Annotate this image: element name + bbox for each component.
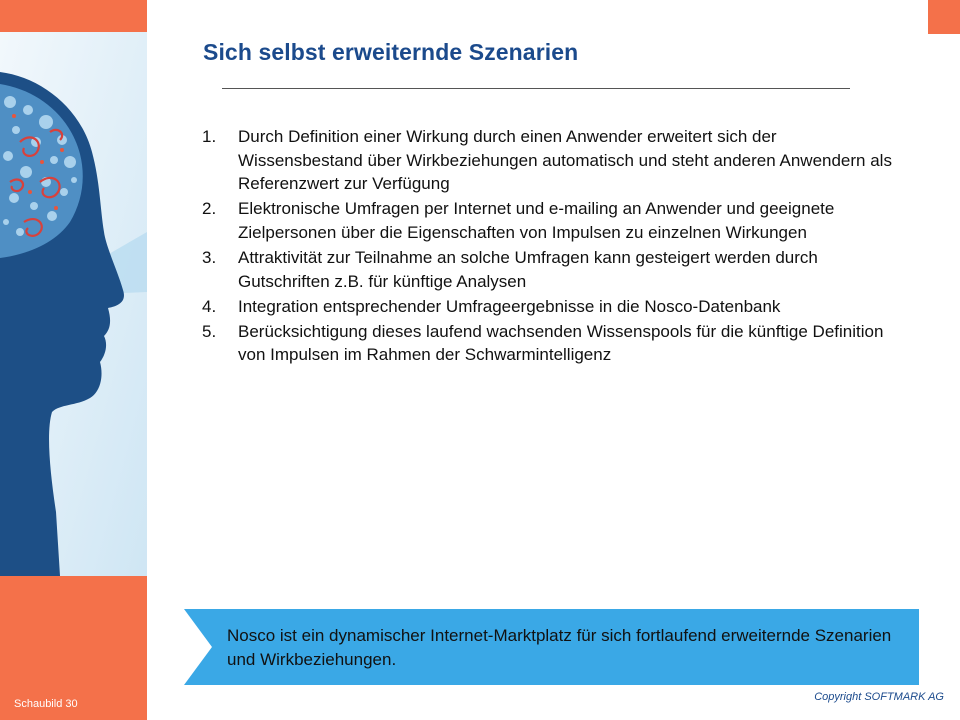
list-item (202, 125, 902, 196)
chevron-right-icon (184, 609, 212, 685)
list-number: 2. (202, 199, 217, 219)
slide-number: Schaubild 30 (14, 698, 78, 710)
numbered-list (202, 125, 902, 368)
list-text: Elektronische Umfragen per Internet und e-mailing an Anwender und geeignete Zielpersonen über die Eigenschaften von Impulsen zu einzelnen Wirkungen (238, 199, 835, 242)
title-divider (222, 88, 850, 89)
list-text: Integration entsprechender Umfrageergebnisse in die Nosco-Datenbank (238, 296, 781, 316)
list-item (202, 320, 902, 367)
list-number: 1. (202, 127, 217, 146)
list-number: 4. (202, 296, 217, 316)
list-item (202, 246, 902, 293)
callout-text: Nosco ist ein dynamischer Internet-Marktplatz für sich fortlaufend erweiternde Szenarien und Wirkbeziehungen. (227, 626, 892, 669)
list-text: Durch Definition einer Wirkung durch einen Anwender erweitert sich der Wissensbestand über Wirkbeziehungen automatisch und steht anderen Anwendern als Referenzwert zur Verfügung (238, 127, 892, 194)
copyright-notice: Copyright SOFTMARK AG (814, 691, 944, 703)
left-sidebar (0, 0, 147, 720)
corner-accent (928, 0, 960, 34)
list-item (202, 295, 902, 319)
list-text: Attraktivität zur Teilnahme an solche Umfragen kann gesteigert werden durch Gutschriften z.B. für künftige Analysen (238, 247, 818, 291)
list-text: Berücksichtigung dieses laufend wachsenden Wissenspools für die künftige Definition von Impulsen im Rahmen der Schwarmintelligenz (238, 321, 884, 365)
slide-title: Sich selbst erweiternde Szenarien (203, 39, 579, 65)
list-item (202, 197, 902, 244)
list-number: 5. (202, 321, 217, 341)
list-number: 3. (202, 247, 217, 267)
head-illustration (0, 32, 147, 576)
